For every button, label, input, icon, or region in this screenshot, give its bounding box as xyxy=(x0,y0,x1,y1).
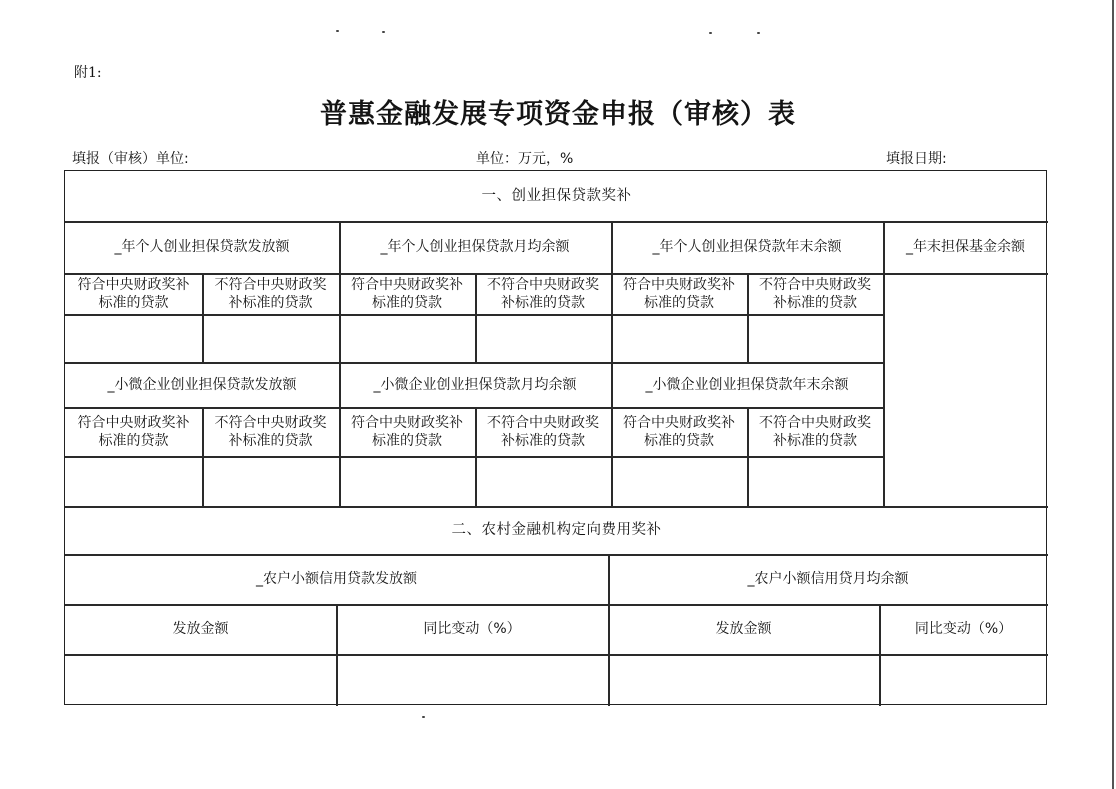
guarantee-fund-balance-header: _年末担保基金余额 xyxy=(906,239,1025,255)
report-date-label: 填报日期: xyxy=(886,151,947,167)
section-1-title: 一、创业担保贷款奖补 xyxy=(481,188,632,204)
scan-speck xyxy=(709,32,712,34)
attachment-label: 附1: xyxy=(74,65,102,81)
form-title: 普惠金融发展专项资金申报（审核）表 xyxy=(320,99,796,130)
small-business-loan-data-row[interactable] xyxy=(65,456,883,506)
individual-loan-year-end-balance-header: _年个人创业担保贷款年末余额 xyxy=(652,239,842,255)
compliant-loan-header: 符合中央财政奖补 标准的贷款 xyxy=(351,276,463,311)
reporting-unit-label: 填报（审核）单位: xyxy=(72,151,189,167)
section-2-title: 二、农村金融机构定向费用奖补 xyxy=(451,522,662,538)
small-business-loan-year-end-balance-header: _小微企业创业担保贷款年末余额 xyxy=(645,376,849,393)
farmer-loan-data-row[interactable] xyxy=(65,654,1048,706)
noncompliant-loan-header: 不符合中央财政奖 补标准的贷款 xyxy=(214,276,327,311)
small-business-loan-issuance-header: _小微企业创业担保贷款发放额 xyxy=(107,376,297,393)
noncompliant-loan-header: 不符合中央财政奖 补标准的贷款 xyxy=(487,276,599,311)
noncompliant-loan-header: 不符合中央财政奖 补标准的贷款 xyxy=(487,414,599,449)
issued-amount-header: 发放金额 xyxy=(715,621,772,637)
compliant-loan-header: 符合中央财政奖补 标准的贷款 xyxy=(77,276,190,311)
individual-loan-data-row[interactable] xyxy=(65,314,883,362)
scan-speck xyxy=(422,716,425,718)
farmer-credit-loan-monthly-balance-header: _农户小额信用贷月均余额 xyxy=(747,571,909,587)
compliant-loan-header: 符合中央财政奖补 标准的贷款 xyxy=(623,276,735,311)
issued-amount-header: 发放金额 xyxy=(172,621,229,637)
noncompliant-loan-header: 不符合中央财政奖 补标准的贷款 xyxy=(759,276,871,311)
small-business-loan-monthly-balance-header: _小微企业创业担保贷款月均余额 xyxy=(373,376,577,393)
noncompliant-loan-header: 不符合中央财政奖 补标准的贷款 xyxy=(759,414,871,449)
compliant-loan-header: 符合中央财政奖补 标准的贷款 xyxy=(351,414,463,449)
scan-speck xyxy=(382,31,385,33)
individual-loan-monthly-balance-header: _年个人创业担保贷款月均余额 xyxy=(380,239,570,255)
yoy-change-header: 同比变动（%） xyxy=(914,621,1013,637)
application-form-table xyxy=(64,170,1047,705)
scan-speck xyxy=(336,30,339,32)
scan-speck xyxy=(757,32,760,34)
individual-loan-issuance-header: _年个人创业担保贷款发放额 xyxy=(114,239,290,255)
compliant-loan-header: 符合中央财政奖补 标准的贷款 xyxy=(623,414,735,449)
units-label: 单位：万元，% xyxy=(476,151,574,167)
yoy-change-header: 同比变动（%） xyxy=(423,621,521,637)
farmer-credit-loan-issuance-header: _农户小额信用贷款发放额 xyxy=(256,571,417,587)
noncompliant-loan-header: 不符合中央财政奖 补标准的贷款 xyxy=(214,414,327,449)
compliant-loan-header: 符合中央财政奖补 标准的贷款 xyxy=(77,414,190,449)
guarantee-fund-balance-value[interactable] xyxy=(883,273,1048,506)
